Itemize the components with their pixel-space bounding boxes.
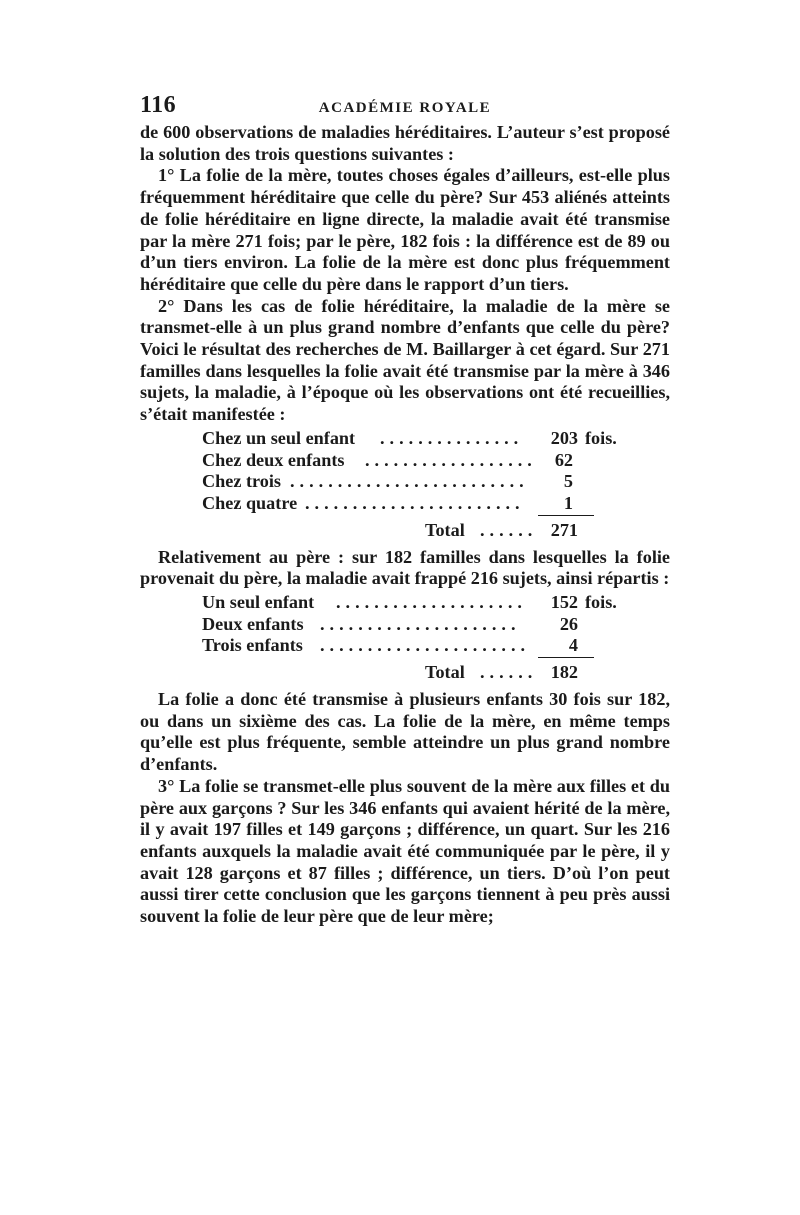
row-value: 62	[554, 449, 573, 470]
table-row: Chez quatre ....................... 1	[202, 492, 573, 513]
total-row: Total ...... 182	[425, 662, 578, 683]
row-value: 152	[550, 592, 578, 612]
page-number: 116	[140, 92, 177, 118]
row-value: 1	[563, 492, 573, 513]
total-value: 271	[550, 519, 578, 540]
row-label: Chez trois	[202, 471, 281, 492]
row-value: 4	[568, 635, 578, 656]
row-label: Chez deux enfants	[202, 449, 345, 470]
row-value: 26	[559, 613, 578, 634]
row-unit: fois.	[585, 427, 617, 448]
paragraph-conclusion: La folie a donc été transmise à plusieurs enfants 30 fois sur 182, ou dans un sixième des cas. La folie de la mère, en même temps qu’elle est plus fréquente, semble atteindre un plus grand nombre d’enfants.	[140, 689, 670, 775]
row-label: Chez quatre	[202, 492, 298, 513]
row-label: Deux enfants	[202, 613, 304, 634]
page	[140, 92, 670, 928]
paragraph-intro: de 600 observations de maladies héréditaires. L’auteur s’est proposé la solution des trois questions suivantes :	[140, 122, 670, 164]
row-label: Un seul enfant	[202, 592, 315, 612]
father-transmission-table	[140, 592, 670, 685]
paragraph-question-3: 3° La folie se transmet-elle plus souvent de la mère aux filles et du père aux garçons ? Sur les 346 enfants qui avaient hérité de la mère, il y avait 197 filles et 149 garçons ; différence, un quart. Sur les 216 enfants auxquels la maladie avait été communiquée par le père, il y avait 128 garçons et 87 filles ; différence, un tiers. D’où l’on peut aussi tirer cette conclusion que les garçons tiennent à peu près aussi souvent la folie de leur père que de leur mère;	[140, 775, 670, 927]
paragraph-question-1: 1° La folie de la mère, toutes choses égales d’ailleurs, est-elle plus fréquemment héréditaire que celle du père? Sur 453 aliénés atteints de folie héréditaire en ligne directe, la maladie avait été transmise par la mère 271 fois; par le père, 182 fois : la différence est de 89 ou d’un tiers environ. La folie de la mère est donc plus fréquemment héréditaire que celle du père dans le rapport d’un tiers.	[140, 165, 670, 294]
table-row: Deux enfants ..................... 26	[202, 613, 578, 634]
row-label: Trois enfants	[202, 635, 303, 656]
page-header	[140, 92, 670, 122]
mother-transmission-table	[140, 428, 670, 543]
row-value: 5	[563, 471, 573, 492]
table-row: Chez trois ......................... 5	[202, 471, 573, 492]
total-label: Total	[425, 662, 465, 683]
table-row: Un seul enfant .................... 152 fois.	[202, 592, 617, 612]
row-unit: fois.	[585, 592, 617, 612]
table-row: Trois enfants ...................... 4	[202, 635, 578, 656]
total-value: 182	[550, 662, 578, 683]
table-row: Chez deux enfants .................. 62	[202, 449, 573, 470]
row-value: 203	[550, 427, 578, 448]
running-head: ACADÉMIE ROYALE	[318, 100, 492, 116]
total-label: Total	[425, 519, 465, 540]
paragraph-father: Relativement au père : sur 182 familles dans lesquelles la folie provenait du père, la maladie avait frappé 216 sujets, ainsi répartis :	[140, 546, 670, 589]
row-label: Chez un seul enfant	[202, 427, 356, 448]
total-row: Total ...... 271	[425, 519, 578, 540]
table-row: Chez un seul enfant ............... 203 fois.	[202, 427, 617, 448]
paragraph-question-2: 2° Dans les cas de folie héréditaire, la maladie de la mère se transmet-elle à un plus grand nombre d’enfants que celle du père? Voici le résultat des recherches de M. Baillarger à cet égard. Sur 271 familles dans lesquelles la folie avait été transmise par la mère à 346 sujets, la maladie, à l’époque où les observations ont été recueillies, s’était manifestée :	[140, 295, 670, 425]
